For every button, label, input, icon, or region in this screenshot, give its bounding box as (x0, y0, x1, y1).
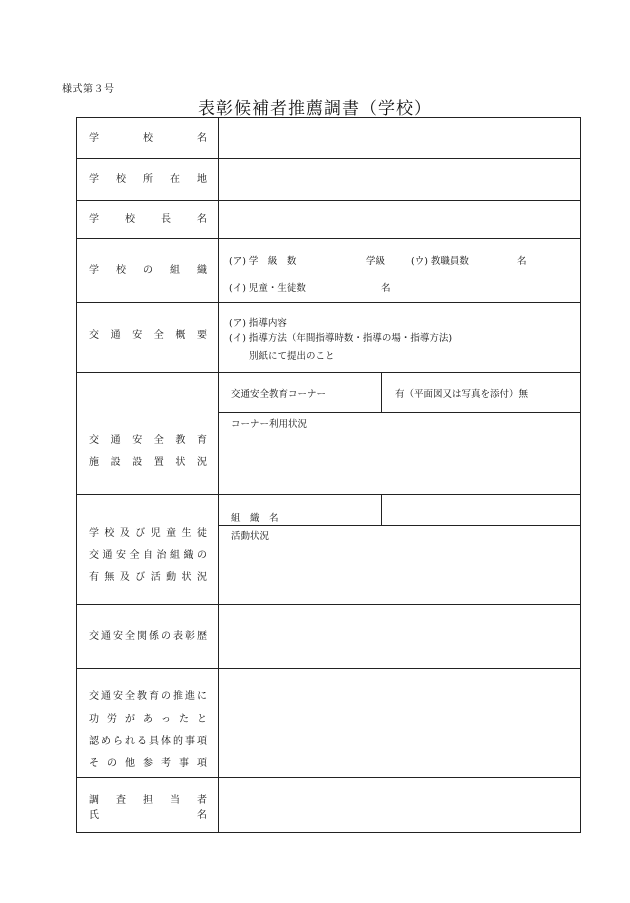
label-char: 的 (173, 736, 183, 747)
label-char: 全 (153, 330, 164, 341)
label-char: 活 (150, 572, 161, 583)
label-char: 織 (183, 550, 194, 561)
label-char: 者 (197, 795, 207, 806)
label-char: 在 (170, 174, 180, 185)
label-char: 交 (89, 631, 99, 642)
awards-field[interactable] (219, 605, 580, 668)
school-name-label (89, 133, 207, 145)
label-char: 彰 (185, 631, 195, 642)
label-char: 自 (143, 550, 153, 561)
label-char: 事 (179, 758, 189, 769)
label-char: の (143, 265, 153, 276)
label-char: 進 (185, 691, 195, 702)
label-char: 校 (116, 174, 126, 185)
row-school-name (77, 118, 580, 159)
label-char: る (137, 736, 147, 747)
corner-usage-label: コーナー利用状況 (231, 419, 308, 430)
label-char: 通 (110, 330, 121, 341)
label-char: 係 (149, 631, 159, 642)
label-char: 学 (89, 528, 99, 539)
label-char: 教 (175, 435, 186, 446)
label-char: 項 (197, 758, 207, 769)
label-char: 況 (196, 572, 207, 583)
row-principal-name (77, 201, 580, 239)
label-char: 児 (150, 528, 161, 539)
label-char: の (161, 631, 171, 642)
label-char: 労 (107, 714, 117, 725)
contrib-label-line3 (89, 736, 207, 748)
label-char: 歴 (197, 631, 207, 642)
label-char: 地 (197, 174, 207, 185)
contributions-field[interactable] (219, 669, 580, 777)
label-char: 認 (89, 736, 99, 747)
label-char: 交 (89, 691, 99, 702)
label-char: 徒 (196, 528, 207, 539)
label-char: 表 (173, 631, 183, 642)
label-char: 組 (170, 550, 180, 561)
label-char: 交 (89, 435, 99, 446)
label-char: 推 (173, 691, 183, 702)
label-char: 有 (89, 572, 99, 583)
label-char: 当 (170, 795, 180, 806)
contrib-label-line2 (89, 714, 207, 726)
separate-sheet-note: 別紙にて提出のこと (249, 351, 335, 362)
facility-label-line2 (89, 457, 207, 469)
staff-count-unit: 名 (517, 256, 527, 267)
corner-presence-option[interactable]: 有（平面図又は写真を添付）無 (395, 389, 529, 400)
row-facility-status (77, 373, 580, 495)
label-char: 学 (89, 133, 99, 144)
label-char: 通 (101, 631, 111, 642)
form-number: 様式第３号 (62, 84, 115, 95)
label-char: 及 (119, 528, 130, 539)
investigator-name-field[interactable] (219, 778, 580, 832)
governance-label-line2 (89, 550, 207, 562)
label-char: 調 (89, 795, 99, 806)
label-char: 教 (137, 691, 147, 702)
label-char: 組 (170, 265, 180, 276)
label-char: 学 (89, 174, 99, 185)
label-char: 所 (143, 174, 153, 185)
label-char: 校 (143, 133, 153, 144)
principal-name-label (89, 214, 207, 226)
label-char: 事 (185, 736, 195, 747)
label-char: あ (143, 714, 153, 725)
label-char: 設 (110, 457, 121, 468)
school-name-field[interactable] (219, 118, 580, 158)
label-char: 名 (197, 214, 207, 225)
label-char: 育 (149, 691, 159, 702)
divider (381, 495, 382, 525)
divider (219, 412, 580, 413)
label-char: 無 (104, 572, 115, 583)
label-char: 要 (196, 330, 207, 341)
safety-overview-label (89, 330, 207, 342)
class-count-label: (ア) 学 級 数 (229, 256, 297, 267)
label-char: 安 (113, 631, 123, 642)
label-char: 通 (102, 550, 113, 561)
label-char: 参 (143, 758, 153, 769)
label-char: 考 (161, 758, 171, 769)
organization-label (89, 265, 207, 277)
row-safety-overview (77, 303, 580, 373)
principal-name-field[interactable] (219, 201, 580, 238)
label-char: 安 (132, 330, 143, 341)
label-char: 設 (132, 457, 143, 468)
label-char: た (179, 714, 189, 725)
label-char: 概 (175, 330, 186, 341)
label-char: 功 (89, 714, 99, 725)
label-char: ら (113, 736, 123, 747)
label-char: の (161, 691, 171, 702)
divider (381, 373, 382, 412)
label-char: 通 (110, 435, 121, 446)
label-char: 状 (175, 457, 186, 468)
label-char: 状 (181, 572, 192, 583)
label-char: と (197, 714, 207, 725)
label-char: 織 (197, 265, 207, 276)
governance-label-line3 (89, 572, 207, 584)
investigator-label-line2: 氏 名 (89, 810, 207, 821)
label-char: 施 (89, 457, 99, 468)
label-char: に (197, 691, 207, 702)
label-char: 体 (161, 736, 171, 747)
label-char: 項 (197, 736, 207, 747)
form-title: 表彰候補者推薦調書（学校） (198, 99, 432, 119)
label-char: め (101, 736, 111, 747)
label-char: 安 (116, 550, 126, 561)
label-char: の (107, 758, 117, 769)
label-char: 査 (116, 795, 126, 806)
label-char: 交 (89, 550, 99, 561)
investigator-label-line1 (89, 795, 207, 807)
label-char: び (135, 572, 146, 583)
label-char: び (135, 528, 146, 539)
label-char: 具 (149, 736, 159, 747)
label-char: 校 (116, 265, 126, 276)
label-char: が (125, 714, 135, 725)
label-char: 況 (196, 457, 207, 468)
label-char: 育 (196, 435, 207, 446)
label-char: の (197, 550, 207, 561)
label-char: 安 (132, 435, 143, 446)
row-school-address (77, 159, 580, 201)
label-char: 担 (143, 795, 153, 806)
school-address-label (89, 174, 207, 186)
label-char: 学 (89, 214, 99, 225)
school-address-field[interactable] (219, 159, 580, 200)
label-char: 全 (125, 691, 135, 702)
label-char: 動 (166, 572, 177, 583)
label-char: 長 (161, 214, 171, 225)
label-char: 生 (181, 528, 192, 539)
label-char: 学 (89, 265, 99, 276)
label-char: 名 (197, 133, 207, 144)
class-count-unit: 学級 (366, 256, 386, 267)
label-char: 童 (166, 528, 177, 539)
label-char: 及 (119, 572, 130, 583)
recommendation-form-table (76, 117, 581, 833)
row-awards (77, 605, 580, 669)
student-count-unit: 名 (381, 283, 391, 294)
label-char: っ (161, 714, 171, 725)
contrib-label-line1 (89, 691, 207, 703)
row-self-governance (77, 495, 580, 605)
label-char: そ (89, 758, 99, 769)
label-char: 他 (125, 758, 135, 769)
organization-name-label: 組 織 名 (231, 513, 279, 524)
divider (219, 525, 580, 526)
label-char: 置 (153, 457, 164, 468)
label-char: 交 (89, 330, 99, 341)
staff-count-label: (ウ) 教職員数 (411, 256, 469, 267)
facility-label-line1 (89, 435, 207, 447)
safety-corner-label: 交通安全教育コーナー (231, 389, 327, 400)
student-count-label: (イ) 児童・生徒数 (229, 283, 306, 294)
label-char: 通 (101, 691, 111, 702)
label-char: 校 (104, 528, 115, 539)
guidance-content: (ア) 指導内容 (229, 318, 287, 329)
row-organization (77, 239, 580, 303)
row-investigator (77, 778, 580, 832)
contrib-label-line4 (89, 758, 207, 770)
label-char: 全 (125, 631, 135, 642)
label-char: 校 (125, 214, 135, 225)
governance-label-line1 (89, 528, 207, 540)
row-contributions (77, 669, 580, 778)
label-char: 安 (113, 691, 123, 702)
label-char: れ (125, 736, 135, 747)
label-char: 治 (156, 550, 167, 561)
awards-label (89, 631, 207, 643)
guidance-method: (イ) 指導方法（年間指導時数・指導の場・指導方法) (229, 333, 453, 344)
label-char: 全 (129, 550, 140, 561)
activity-status-label: 活動状況 (231, 531, 270, 542)
label-char: 全 (153, 435, 164, 446)
label-char: 関 (137, 631, 147, 642)
